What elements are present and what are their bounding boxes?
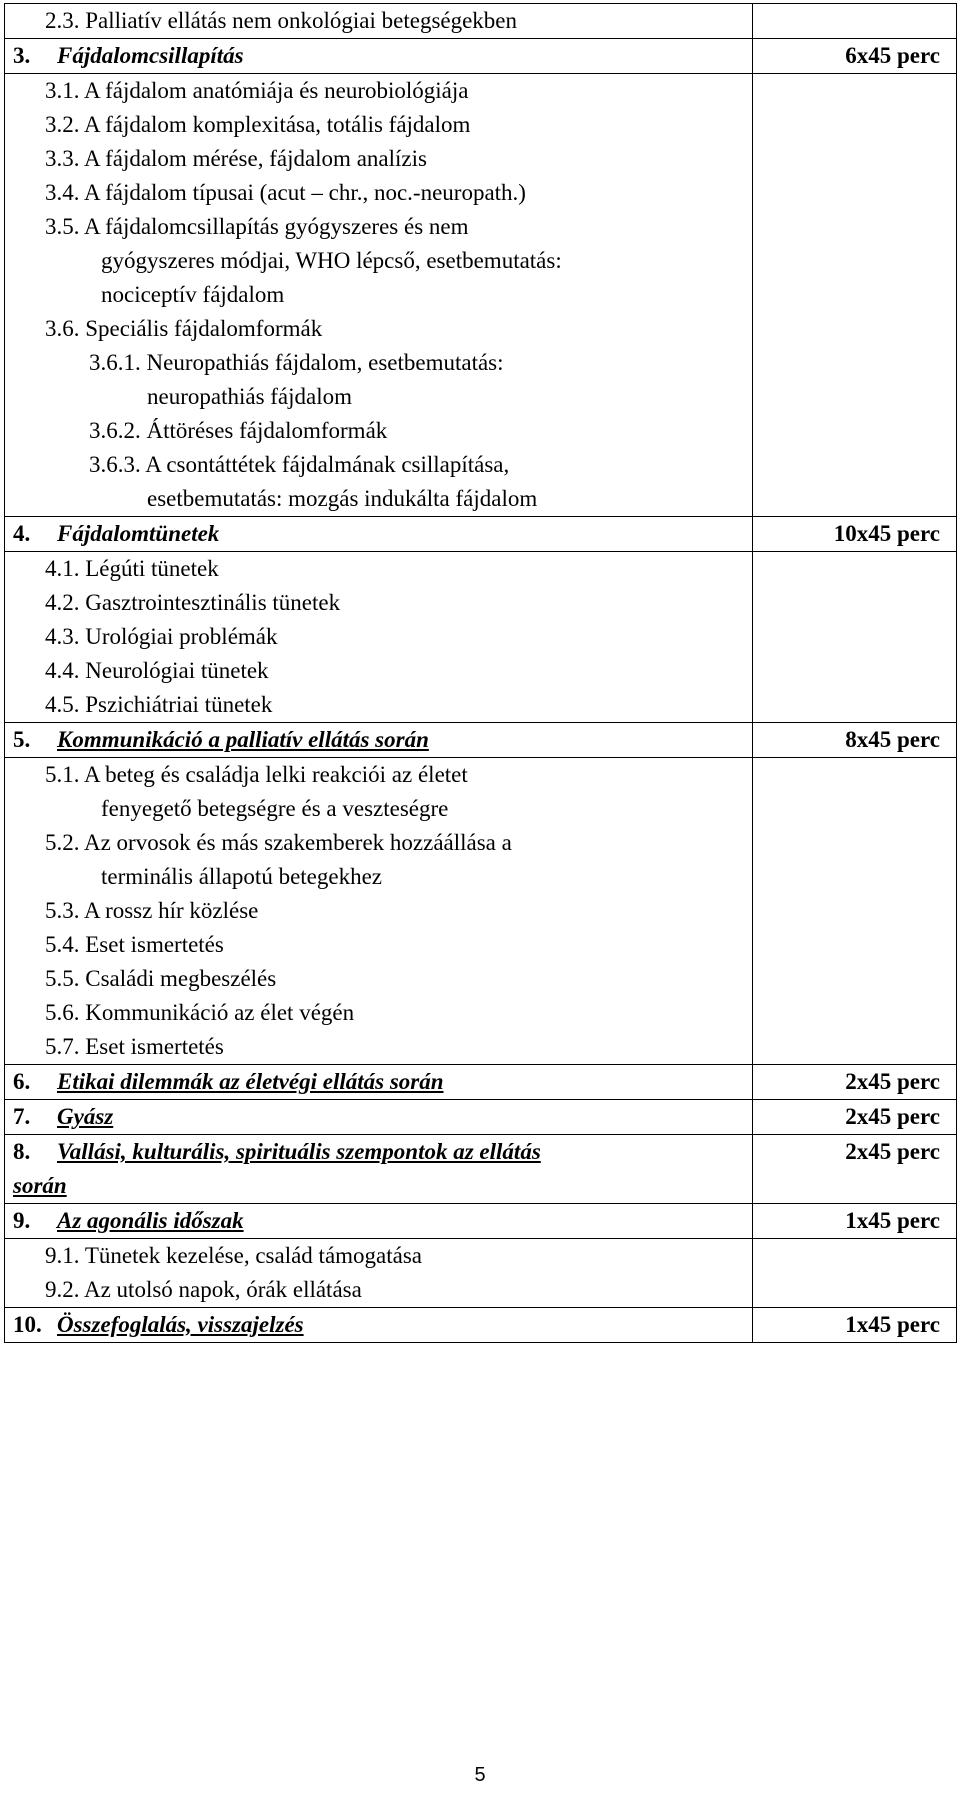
subsection-title: Eset ismertetés xyxy=(85,932,224,957)
curriculum-table xyxy=(4,3,957,1343)
subsection-row xyxy=(5,894,957,928)
section-title-cell xyxy=(5,1100,753,1135)
subsection-number: 4.2. xyxy=(45,590,80,615)
subsection-title: Neuropathiás fájdalom, esetbemutatás: xyxy=(146,350,504,375)
subsection-row xyxy=(5,552,957,587)
page-number: 5 xyxy=(474,1764,486,1786)
duration-cell xyxy=(753,1065,957,1100)
section-number: 3. xyxy=(13,43,31,68)
section-title-cell xyxy=(5,517,753,552)
subsection-number: 2.3. xyxy=(45,8,80,33)
section-title: Fájdalomcsillapítás xyxy=(57,43,244,68)
section-title-cell xyxy=(5,39,753,74)
subsection-title: Pszichiátriai tünetek xyxy=(85,692,273,717)
subsection-line xyxy=(45,894,744,928)
subsection-number: 5.6. xyxy=(45,1000,80,1025)
subsection-title: Kommunikáció az élet végén xyxy=(85,1000,355,1025)
subsection-title-cell xyxy=(5,312,753,346)
section-row xyxy=(5,39,957,74)
section-number: 8. xyxy=(13,1139,31,1164)
section-row xyxy=(5,1204,957,1239)
subsection-title-cell xyxy=(5,1273,753,1308)
subsection-title-cell xyxy=(5,448,753,517)
duration-cell xyxy=(753,894,957,928)
subsection-title-continuation: fenyegető betegségre és a veszteségre xyxy=(101,796,449,821)
duration-cell xyxy=(753,962,957,996)
subsection-line xyxy=(45,4,744,38)
duration-cell xyxy=(753,654,957,688)
duration-cell xyxy=(753,996,957,1030)
section-title-continuation: során xyxy=(13,1173,67,1198)
subsection-line xyxy=(45,142,744,176)
subsection-line xyxy=(45,962,744,996)
section-number: 9. xyxy=(13,1208,31,1233)
section-row xyxy=(5,1100,957,1135)
duration-cell xyxy=(753,4,957,39)
subsection-title: A beteg és családja lelki reakciói az életet xyxy=(83,762,468,787)
subsection-row xyxy=(5,1030,957,1065)
duration-cell xyxy=(753,1100,957,1135)
section-row xyxy=(5,1308,957,1343)
subsection-row xyxy=(5,654,957,688)
subsection-title-cell xyxy=(5,210,753,312)
duration-cell xyxy=(753,448,957,517)
subsection-number: 3.3. xyxy=(45,146,80,171)
subsection-title: A fájdalom típusai (acut – chr., noc.-neuropath.) xyxy=(83,180,526,205)
subsection-row xyxy=(5,414,957,448)
curriculum-body xyxy=(5,4,957,1343)
duration-cell xyxy=(753,1273,957,1308)
subsection-number: 3.6.2. xyxy=(89,418,141,443)
subsection-title-continuation: esetbemutatás: mozgás indukálta fájdalom xyxy=(147,486,538,511)
subsection-row xyxy=(5,758,957,827)
subsection-line xyxy=(45,312,744,346)
section-title: Az agonális időszak xyxy=(57,1208,244,1233)
subsection-number: 4.1. xyxy=(45,556,80,581)
subsection-line xyxy=(45,586,744,620)
subsection-number: 5.1. xyxy=(45,762,80,787)
subsection-row xyxy=(5,4,957,39)
duration-cell xyxy=(753,1030,957,1065)
subsection-title-cell xyxy=(5,688,753,723)
subsection-line xyxy=(89,414,744,448)
subsection-row xyxy=(5,312,957,346)
subsection-row xyxy=(5,586,957,620)
subsection-title-cell xyxy=(5,928,753,962)
subsection-number: 4.4. xyxy=(45,658,80,683)
subsection-title-cell xyxy=(5,552,753,587)
subsection-title-cell xyxy=(5,620,753,654)
section-number: 7. xyxy=(13,1104,31,1129)
duration-cell xyxy=(753,74,957,109)
subsection-number: 3.6.3. xyxy=(89,452,141,477)
subsection-row xyxy=(5,1273,957,1308)
section-title-cell xyxy=(5,1308,753,1343)
duration-value: 2x45 perc xyxy=(845,1139,940,1164)
subsection-number: 3.4. xyxy=(45,180,80,205)
subsection-line xyxy=(89,346,744,380)
section-title-cell xyxy=(5,723,753,758)
subsection-title: Légúti tünetek xyxy=(85,556,219,581)
subsection-row xyxy=(5,996,957,1030)
subsection-number: 9.2. xyxy=(45,1277,80,1302)
subsection-number: 4.3. xyxy=(45,624,80,649)
subsection-row xyxy=(5,176,957,210)
subsection-title-cell xyxy=(5,346,753,414)
subsection-row xyxy=(5,928,957,962)
duration-cell xyxy=(753,108,957,142)
duration-cell xyxy=(753,826,957,894)
duration-cell xyxy=(753,1239,957,1274)
subsection-title: Az orvosok és más szakemberek hozzáállása a xyxy=(83,830,512,855)
duration-cell xyxy=(753,552,957,587)
subsection-row xyxy=(5,826,957,894)
subsection-row xyxy=(5,108,957,142)
section-number: 6. xyxy=(13,1069,31,1094)
subsection-line xyxy=(45,176,744,210)
subsection-number: 5.4. xyxy=(45,932,80,957)
duration-cell xyxy=(753,176,957,210)
section-row xyxy=(5,1135,957,1204)
duration-cell xyxy=(753,620,957,654)
subsection-title-cell xyxy=(5,1030,753,1065)
subsection-title-cell xyxy=(5,758,753,827)
subsection-title-cell xyxy=(5,962,753,996)
subsection-title-continuation: terminális állapotú betegekhez xyxy=(101,864,382,889)
duration-value: 2x45 perc xyxy=(845,1104,940,1129)
duration-cell xyxy=(753,688,957,723)
subsection-line xyxy=(45,1030,744,1064)
subsection-row xyxy=(5,346,957,414)
subsection-row xyxy=(5,210,957,312)
duration-cell xyxy=(753,928,957,962)
subsection-title-cell xyxy=(5,1239,753,1274)
subsection-line xyxy=(45,552,744,586)
subsection-number: 5.2. xyxy=(45,830,80,855)
subsection-line xyxy=(45,1273,744,1307)
subsection-title: Gasztrointesztinális tünetek xyxy=(85,590,341,615)
section-row xyxy=(5,517,957,552)
section-title: Fájdalomtünetek xyxy=(57,521,220,546)
subsection-title: A fájdalom komplexitása, totális fájdalom xyxy=(83,112,471,137)
duration-value: 2x45 perc xyxy=(845,1069,940,1094)
subsection-line xyxy=(45,688,744,722)
duration-value: 1x45 perc xyxy=(845,1208,940,1233)
duration-cell xyxy=(753,586,957,620)
section-title: Összefoglalás, visszajelzés xyxy=(57,1312,304,1337)
subsection-title: Urológiai problémák xyxy=(85,624,278,649)
section-title-cell xyxy=(5,1065,753,1100)
subsection-line xyxy=(45,654,744,688)
duration-cell xyxy=(753,312,957,346)
subsection-title: A fájdalomcsillapítás gyógyszeres és nem xyxy=(83,214,469,239)
duration-value: 10x45 perc xyxy=(833,521,940,546)
subsection-row xyxy=(5,688,957,723)
subsection-title-cell xyxy=(5,826,753,894)
subsection-line xyxy=(45,928,744,962)
duration-cell xyxy=(753,346,957,414)
section-title: Vallási, kulturális, spirituális szempontok az ellátás xyxy=(57,1139,541,1164)
duration-cell xyxy=(753,758,957,827)
subsection-title-cell xyxy=(5,176,753,210)
subsection-title: Neurológiai tünetek xyxy=(85,658,269,683)
subsection-line xyxy=(45,210,744,244)
subsection-number: 3.1. xyxy=(45,78,80,103)
subsection-number: 9.1. xyxy=(45,1243,80,1268)
subsection-title: A rossz hír közlése xyxy=(83,898,259,923)
subsection-number: 5.5. xyxy=(45,966,80,991)
subsection-number: 5.7. xyxy=(45,1034,80,1059)
subsection-title-cell xyxy=(5,894,753,928)
subsection-title-cell xyxy=(5,654,753,688)
duration-cell xyxy=(753,210,957,312)
subsection-title-cell xyxy=(5,4,753,39)
subsection-title-cell xyxy=(5,586,753,620)
duration-cell xyxy=(753,142,957,176)
subsection-row xyxy=(5,448,957,517)
duration-cell xyxy=(753,39,957,74)
duration-value: 6x45 perc xyxy=(845,43,940,68)
duration-cell xyxy=(753,723,957,758)
subsection-title-continuation: neuropathiás fájdalom xyxy=(147,384,353,409)
section-number: 4. xyxy=(13,521,31,546)
subsection-line xyxy=(45,996,744,1030)
subsection-row xyxy=(5,962,957,996)
subsection-line xyxy=(45,74,744,108)
subsection-title: Palliatív ellátás nem onkológiai betegségekben xyxy=(85,8,518,33)
section-number: 10. xyxy=(13,1312,42,1337)
subsection-title-cell xyxy=(5,108,753,142)
subsection-title: Tünetek kezelése, család támogatása xyxy=(84,1243,423,1268)
subsection-number: 3.6. xyxy=(45,316,80,341)
subsection-number: 3.6.1. xyxy=(89,350,141,375)
subsection-row xyxy=(5,74,957,109)
subsection-number: 5.3. xyxy=(45,898,80,923)
subsection-title-continuation: nociceptív fájdalom xyxy=(101,282,285,307)
subsection-title: Áttöréses fájdalomformák xyxy=(146,418,388,443)
subsection-line xyxy=(45,108,744,142)
subsection-title: A fájdalom anatómiája és neurobiológiája xyxy=(83,78,469,103)
subsection-title-cell xyxy=(5,996,753,1030)
subsection-number: 3.5. xyxy=(45,214,80,239)
duration-value: 8x45 perc xyxy=(845,727,940,752)
subsection-title: Családi megbeszélés xyxy=(85,966,277,991)
section-number: 5. xyxy=(13,727,31,752)
subsection-title-cell xyxy=(5,414,753,448)
section-title: Gyász xyxy=(57,1104,114,1129)
subsection-row xyxy=(5,1239,957,1274)
subsection-line xyxy=(45,1239,744,1273)
subsection-line xyxy=(45,620,744,654)
subsection-title: A fájdalom mérése, fájdalom analízis xyxy=(83,146,427,171)
section-row xyxy=(5,723,957,758)
subsection-row xyxy=(5,142,957,176)
subsection-title-cell xyxy=(5,74,753,109)
duration-value: 1x45 perc xyxy=(845,1312,940,1337)
subsection-title: Az utolsó napok, órák ellátása xyxy=(83,1277,362,1302)
duration-cell xyxy=(753,414,957,448)
duration-cell xyxy=(753,517,957,552)
subsection-title: Speciális fájdalomformák xyxy=(85,316,323,341)
section-row xyxy=(5,1065,957,1100)
duration-cell xyxy=(753,1204,957,1239)
subsection-line xyxy=(45,826,744,860)
subsection-title: A csontáttétek fájdalmának csillapítása, xyxy=(145,452,510,477)
section-title: Kommunikáció a palliatív ellátás során xyxy=(57,727,429,752)
duration-cell xyxy=(753,1308,957,1343)
subsection-title: Eset ismertetés xyxy=(85,1034,224,1059)
subsection-line xyxy=(89,448,744,482)
section-title-cell xyxy=(5,1135,753,1204)
section-title-cell xyxy=(5,1204,753,1239)
subsection-line xyxy=(45,758,744,792)
subsection-number: 3.2. xyxy=(45,112,80,137)
subsection-title-continuation: gyógyszeres módjai, WHO lépcső, esetbemutatás: xyxy=(101,248,562,273)
subsection-title-cell xyxy=(5,142,753,176)
subsection-row xyxy=(5,620,957,654)
subsection-number: 4.5. xyxy=(45,692,80,717)
duration-cell xyxy=(753,1135,957,1204)
section-title: Etikai dilemmák az életvégi ellátás során xyxy=(57,1069,444,1094)
